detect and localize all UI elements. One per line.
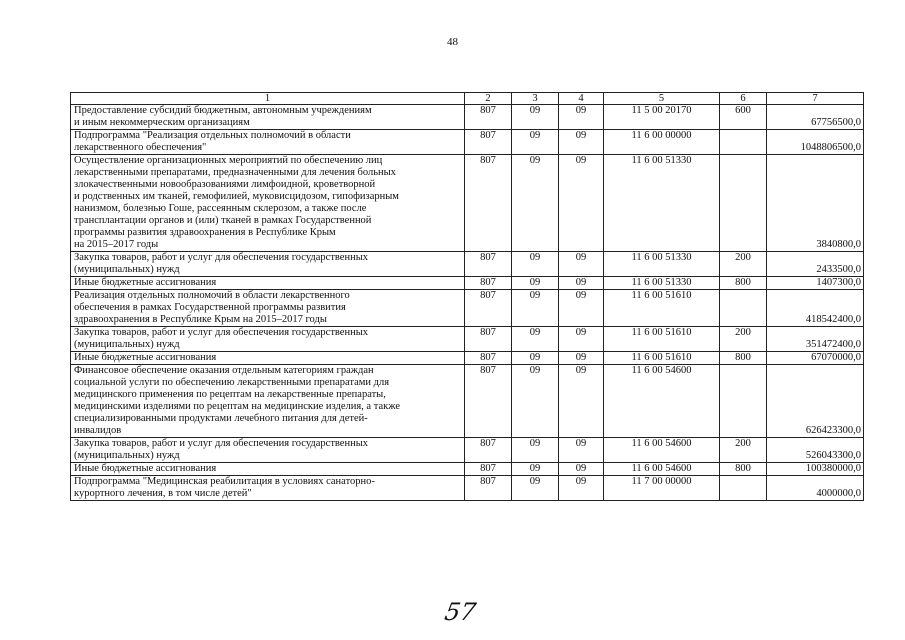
row-name: Предоставление субсидий бюджетным, автономным учреждениям и иным некоммерческим организациям: [71, 105, 465, 130]
expense-type-code: 200: [720, 252, 767, 277]
table-row: [71, 365, 864, 438]
row-name: Финансовое обеспечение оказания отдельным категориям граждан социальной услуги по обеспечению лекарственными препаратами для медицинского применения по рецептам на лекарственные препараты, медицинскими изделиями по рецептам на медицинские изделия, а также специализированными продуктами лечебного питания для детей- инвалидов: [71, 365, 465, 438]
row-name: Подпрограмма "Реализация отдельных полномочий в области лекарственного обеспечения": [71, 130, 465, 155]
ved-code: 807: [465, 155, 512, 252]
column-header-6: 6: [720, 93, 767, 105]
target-article-code: 11 6 00 51330: [604, 155, 720, 252]
target-article-code: 11 6 00 54600: [604, 438, 720, 463]
amount: 1048806500,0: [767, 130, 864, 155]
section-code: 09: [512, 352, 559, 365]
row-name: Иные бюджетные ассигнования: [71, 352, 465, 365]
ved-code: 807: [465, 105, 512, 130]
expense-type-code: [720, 130, 767, 155]
subsection-code: 09: [559, 252, 604, 277]
subsection-code: 09: [559, 327, 604, 352]
amount: 1407300,0: [767, 277, 864, 290]
ved-code: 807: [465, 290, 512, 327]
expense-type-code: 800: [720, 352, 767, 365]
table-header-row: [71, 93, 864, 105]
row-name: Реализация отдельных полномочий в области лекарственного обеспечения в рамках Государственной программы развития здравоохранения в Республике Крым на 2015–2017 годы: [71, 290, 465, 327]
expense-type-code: [720, 155, 767, 252]
subsection-code: 09: [559, 290, 604, 327]
column-header-4: 4: [559, 93, 604, 105]
column-header-1: 1: [71, 93, 465, 105]
ved-code: 807: [465, 252, 512, 277]
ved-code: 807: [465, 438, 512, 463]
target-article-code: 11 6 00 51610: [604, 352, 720, 365]
column-header-2: 2: [465, 93, 512, 105]
amount: 351472400,0: [767, 327, 864, 352]
expense-type-code: 800: [720, 463, 767, 476]
amount: 67070000,0: [767, 352, 864, 365]
amount: 526043300,0: [767, 438, 864, 463]
amount: 2433500,0: [767, 252, 864, 277]
amount: 418542400,0: [767, 290, 864, 327]
subsection-code: 09: [559, 155, 604, 252]
table-row: [71, 352, 864, 365]
amount: 626423300,0: [767, 365, 864, 438]
section-code: 09: [512, 327, 559, 352]
table-row: [71, 438, 864, 463]
section-code: 09: [512, 252, 559, 277]
table-row: [71, 327, 864, 352]
target-article-code: 11 6 00 00000: [604, 130, 720, 155]
section-code: 09: [512, 290, 559, 327]
column-header-7: 7: [767, 93, 864, 105]
target-article-code: 11 6 00 51610: [604, 290, 720, 327]
section-code: 09: [512, 463, 559, 476]
table-row: [71, 290, 864, 327]
column-header-5: 5: [604, 93, 720, 105]
target-article-code: 11 6 00 51330: [604, 277, 720, 290]
expense-type-code: 600: [720, 105, 767, 130]
section-code: 09: [512, 476, 559, 501]
row-name: Подпрограмма "Медицинская реабилитация в условиях санаторно- курортного лечения, в том числе детей": [71, 476, 465, 501]
table-row: [71, 463, 864, 476]
expense-type-code: 200: [720, 438, 767, 463]
expense-type-code: [720, 365, 767, 438]
row-name: Иные бюджетные ассигнования: [71, 463, 465, 476]
row-name: Осуществление организационных мероприятий по обеспечению лиц лекарственными препаратами, предназначенными для лечения больных злокачественными новообразованиями лимфоидной, кроветворной и родственных им тканей, гемофилией, муковисцидозом, гипофизарным нанизмом, болезнью Гоше, рассеянным склерозом, а также после трансплантации органов и (или) тканей в рамках Государственной программы развития здравоохранения в Республике Крым на 2015–2017 годы: [71, 155, 465, 252]
table-row: [71, 252, 864, 277]
page-number: 48: [447, 36, 458, 48]
subsection-code: 09: [559, 277, 604, 290]
ved-code: 807: [465, 463, 512, 476]
subsection-code: 09: [559, 130, 604, 155]
subsection-code: 09: [559, 365, 604, 438]
ved-code: 807: [465, 327, 512, 352]
amount: 3840800,0: [767, 155, 864, 252]
expense-type-code: [720, 476, 767, 501]
section-code: 09: [512, 365, 559, 438]
subsection-code: 09: [559, 105, 604, 130]
ved-code: 807: [465, 476, 512, 501]
table-row: [71, 155, 864, 252]
target-article-code: 11 6 00 54600: [604, 365, 720, 438]
expense-type-code: 800: [720, 277, 767, 290]
target-article-code: 11 6 00 54600: [604, 463, 720, 476]
ved-code: 807: [465, 352, 512, 365]
row-name: Закупка товаров, работ и услуг для обеспечения государственных (муниципальных) нужд: [71, 327, 465, 352]
ved-code: 807: [465, 130, 512, 155]
ved-code: 807: [465, 365, 512, 438]
expense-type-code: 200: [720, 327, 767, 352]
expense-type-code: [720, 290, 767, 327]
table-row: [71, 476, 864, 501]
handwritten-page-mark: 57: [442, 598, 479, 626]
section-code: 09: [512, 155, 559, 252]
row-name: Закупка товаров, работ и услуг для обеспечения государственных (муниципальных) нужд: [71, 252, 465, 277]
ved-code: 807: [465, 277, 512, 290]
amount: 100380000,0: [767, 463, 864, 476]
subsection-code: 09: [559, 352, 604, 365]
amount: 67756500,0: [767, 105, 864, 130]
amount: 4000000,0: [767, 476, 864, 501]
target-article-code: 11 6 00 51330: [604, 252, 720, 277]
target-article-code: 11 5 00 20170: [604, 105, 720, 130]
subsection-code: 09: [559, 463, 604, 476]
row-name: Иные бюджетные ассигнования: [71, 277, 465, 290]
section-code: 09: [512, 130, 559, 155]
budget-table: [70, 92, 864, 501]
subsection-code: 09: [559, 476, 604, 501]
column-header-3: 3: [512, 93, 559, 105]
target-article-code: 11 7 00 00000: [604, 476, 720, 501]
table-body: [71, 105, 864, 501]
section-code: 09: [512, 105, 559, 130]
table-row: [71, 105, 864, 130]
subsection-code: 09: [559, 438, 604, 463]
table-row: [71, 277, 864, 290]
row-name: Закупка товаров, работ и услуг для обеспечения государственных (муниципальных) нужд: [71, 438, 465, 463]
table-row: [71, 130, 864, 155]
section-code: 09: [512, 438, 559, 463]
section-code: 09: [512, 277, 559, 290]
target-article-code: 11 6 00 51610: [604, 327, 720, 352]
